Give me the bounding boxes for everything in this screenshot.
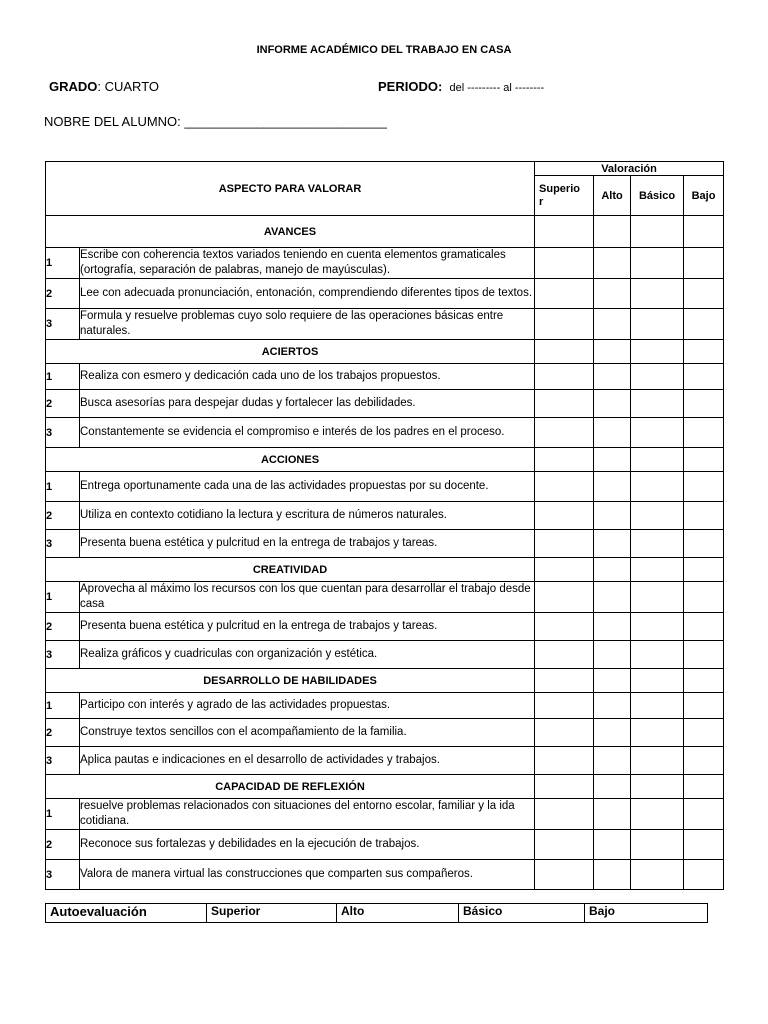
criterion-description: Construye textos sencillos con el acompañamiento de la familia.: [80, 719, 535, 747]
rating-cell-superior[interactable]: [535, 364, 594, 390]
rating-cell-basico[interactable]: [631, 860, 684, 890]
rating-cell-alto[interactable]: [594, 775, 631, 799]
rating-cell-basico[interactable]: [631, 530, 684, 558]
rating-cell-bajo[interactable]: [684, 860, 724, 890]
rating-cell-basico[interactable]: [631, 747, 684, 775]
criterion-description: Utiliza en contexto cotidiano la lectura y escritura de números naturales.: [80, 502, 535, 530]
criterion-description: resuelve problemas relacionados con situaciones del entorno escolar, familiar y la ida cotidiana.: [80, 799, 535, 830]
rating-cell-basico[interactable]: [631, 558, 684, 582]
self-eval-option-bajo[interactable]: Bajo: [585, 904, 708, 923]
rating-cell-superior[interactable]: [535, 279, 594, 309]
rating-cell-superior[interactable]: [535, 775, 594, 799]
criterion-row: [46, 641, 724, 669]
criterion-number: 1: [46, 582, 80, 613]
criterion-number: 1: [46, 364, 80, 390]
criterion-number: 2: [46, 830, 80, 860]
self-evaluation-table: [45, 903, 708, 923]
criterion-number: 3: [46, 747, 80, 775]
evaluation-table: [45, 161, 724, 890]
rating-cell-superior[interactable]: [535, 719, 594, 747]
rating-cell-bajo[interactable]: [684, 719, 724, 747]
rating-cell-alto[interactable]: [594, 558, 631, 582]
section-title: AVANCES: [46, 216, 535, 248]
rating-cell-superior[interactable]: [535, 448, 594, 472]
criterion-number: 2: [46, 502, 80, 530]
rating-cell-bajo[interactable]: [684, 530, 724, 558]
section-row: [46, 775, 724, 799]
rating-cell-bajo[interactable]: [684, 669, 724, 693]
rating-cell-alto[interactable]: [594, 472, 631, 502]
criterion-row: [46, 693, 724, 719]
self-eval-option-superior[interactable]: Superior: [207, 904, 337, 923]
rating-cell-alto[interactable]: [594, 641, 631, 669]
criterion-row: [46, 390, 724, 418]
criterion-description: Presenta buena estética y pulcritud en la entrega de trabajos y tareas.: [80, 613, 535, 641]
criterion-row: [46, 530, 724, 558]
rating-cell-alto[interactable]: [594, 448, 631, 472]
rating-cell-basico[interactable]: [631, 669, 684, 693]
criterion-description: Valora de manera virtual las construcciones que comparten sus compañeros.: [80, 860, 535, 890]
period-value: del --------- al --------: [449, 82, 545, 94]
rating-cell-superior[interactable]: [535, 613, 594, 641]
column-alto: Alto: [594, 176, 631, 216]
column-superior: Superio r: [535, 176, 594, 216]
grade-value: : CUARTO: [97, 79, 160, 94]
section-row: [46, 216, 724, 248]
criterion-number: 2: [46, 719, 80, 747]
rating-cell-superior[interactable]: [535, 582, 594, 613]
column-basico: Básico: [631, 176, 684, 216]
rating-cell-alto[interactable]: [594, 418, 631, 448]
rating-cell-bajo[interactable]: [684, 747, 724, 775]
criterion-number: 3: [46, 641, 80, 669]
criterion-number: 1: [46, 248, 80, 279]
rating-cell-alto[interactable]: [594, 799, 631, 830]
criterion-description: Reconoce sus fortalezas y debilidades en la ejecución de trabajos.: [80, 830, 535, 860]
criterion-row: [46, 472, 724, 502]
rating-cell-superior[interactable]: [535, 830, 594, 860]
criterion-number: 1: [46, 799, 80, 830]
rating-cell-basico[interactable]: [631, 502, 684, 530]
rating-cell-bajo[interactable]: [684, 364, 724, 390]
criterion-number: 3: [46, 309, 80, 340]
rating-cell-basico[interactable]: [631, 248, 684, 279]
rating-cell-bajo[interactable]: [684, 448, 724, 472]
rating-cell-alto[interactable]: [594, 669, 631, 693]
rating-cell-superior[interactable]: [535, 340, 594, 364]
criterion-number: 2: [46, 279, 80, 309]
criterion-number: 2: [46, 390, 80, 418]
rating-cell-bajo[interactable]: [684, 418, 724, 448]
criterion-row: [46, 719, 724, 747]
rating-cell-superior[interactable]: [535, 390, 594, 418]
rating-cell-basico[interactable]: [631, 390, 684, 418]
rating-cell-alto[interactable]: [594, 502, 631, 530]
rating-cell-alto[interactable]: [594, 248, 631, 279]
rating-cell-bajo[interactable]: [684, 799, 724, 830]
rating-cell-alto[interactable]: [594, 613, 631, 641]
criterion-description: Constantemente se evidencia el compromiso e interés de los padres en el proceso.: [80, 418, 535, 448]
rating-cell-superior[interactable]: [535, 747, 594, 775]
rating-cell-alto[interactable]: [594, 340, 631, 364]
rating-cell-alto[interactable]: [594, 309, 631, 340]
criterion-row: [46, 582, 724, 613]
period-line: [378, 79, 544, 94]
section-title: CAPACIDAD DE REFLEXIÓN: [46, 775, 535, 799]
criterion-description: Busca asesorías para despejar dudas y fortalecer las debilidades.: [80, 390, 535, 418]
criterion-description: Realiza gráficos y cuadriculas con organización y estética.: [80, 641, 535, 669]
criterion-row: [46, 830, 724, 860]
section-row: [46, 340, 724, 364]
rating-cell-basico[interactable]: [631, 279, 684, 309]
rating-cell-basico[interactable]: [631, 641, 684, 669]
rating-cell-basico[interactable]: [631, 613, 684, 641]
valuation-header: Valoración: [535, 162, 724, 176]
criterion-row: [46, 248, 724, 279]
criterion-number: 3: [46, 530, 80, 558]
rating-cell-alto[interactable]: [594, 390, 631, 418]
section-title: CREATIVIDAD: [46, 558, 535, 582]
criterion-number: 2: [46, 613, 80, 641]
aspect-header: ASPECTO PARA VALORAR: [46, 162, 535, 216]
criterion-description: Entrega oportunamente cada una de las actividades propuestas por su docente.: [80, 472, 535, 502]
section-row: [46, 448, 724, 472]
rating-cell-bajo[interactable]: [684, 216, 724, 248]
rating-cell-superior[interactable]: [535, 472, 594, 502]
rating-cell-basico[interactable]: [631, 216, 684, 248]
rating-cell-superior[interactable]: [535, 669, 594, 693]
criterion-row: [46, 279, 724, 309]
rating-cell-alto[interactable]: [594, 747, 631, 775]
period-label: PERIODO:: [378, 79, 443, 94]
rating-cell-alto[interactable]: [594, 830, 631, 860]
column-bajo: Bajo: [684, 176, 724, 216]
rating-cell-bajo[interactable]: [684, 641, 724, 669]
rating-cell-bajo[interactable]: [684, 613, 724, 641]
rating-cell-bajo[interactable]: [684, 472, 724, 502]
section-title: ACIERTOS: [46, 340, 535, 364]
rating-cell-basico[interactable]: [631, 472, 684, 502]
grade-line: [49, 79, 159, 94]
rating-cell-superior[interactable]: [535, 530, 594, 558]
rating-cell-basico[interactable]: [631, 693, 684, 719]
section-title: ACCIONES: [46, 448, 535, 472]
criterion-row: [46, 418, 724, 448]
self-evaluation-label: Autoevaluación: [46, 904, 207, 923]
rating-cell-basico[interactable]: [631, 582, 684, 613]
rating-cell-bajo[interactable]: [684, 340, 724, 364]
criterion-number: 3: [46, 860, 80, 890]
rating-cell-basico[interactable]: [631, 418, 684, 448]
rating-cell-alto[interactable]: [594, 582, 631, 613]
rating-cell-bajo[interactable]: [684, 830, 724, 860]
rating-cell-bajo[interactable]: [684, 390, 724, 418]
rating-cell-bajo[interactable]: [684, 248, 724, 279]
rating-cell-basico[interactable]: [631, 364, 684, 390]
rating-cell-basico[interactable]: [631, 775, 684, 799]
rating-cell-superior[interactable]: [535, 309, 594, 340]
rating-cell-superior[interactable]: [535, 248, 594, 279]
criterion-row: [46, 364, 724, 390]
student-name-line: NOBRE DEL ALUMNO: ____________________________: [44, 114, 387, 129]
rating-cell-basico[interactable]: [631, 830, 684, 860]
rating-cell-superior[interactable]: [535, 693, 594, 719]
rating-cell-bajo[interactable]: [684, 582, 724, 613]
rating-cell-superior[interactable]: [535, 418, 594, 448]
rating-cell-bajo[interactable]: [684, 558, 724, 582]
self-eval-option-alto[interactable]: Alto: [337, 904, 459, 923]
rating-cell-bajo[interactable]: [684, 309, 724, 340]
rating-cell-basico[interactable]: [631, 799, 684, 830]
criterion-row: [46, 860, 724, 890]
criterion-row: [46, 613, 724, 641]
section-title: DESARROLLO DE HABILIDADES: [46, 669, 535, 693]
criterion-number: 3: [46, 418, 80, 448]
rating-cell-superior[interactable]: [535, 641, 594, 669]
criterion-description: Aprovecha al máximo los recursos con los que cuentan para desarrollar el trabajo desde casa: [80, 582, 535, 613]
rating-cell-alto[interactable]: [594, 364, 631, 390]
criterion-description: Escribe con coherencia textos variados teniendo en cuenta elementos gramaticales (ortografía, separación de palabras, manejo de mayúsculas).: [80, 248, 535, 279]
rating-cell-basico[interactable]: [631, 719, 684, 747]
rating-cell-basico[interactable]: [631, 340, 684, 364]
criterion-row: [46, 502, 724, 530]
rating-cell-superior[interactable]: [535, 799, 594, 830]
criterion-description: Presenta buena estética y pulcritud en la entrega de trabajos y tareas.: [80, 530, 535, 558]
rating-cell-bajo[interactable]: [684, 279, 724, 309]
document-title: INFORME ACADÉMICO DEL TRABAJO EN CASA: [256, 44, 512, 56]
section-row: [46, 558, 724, 582]
rating-cell-superior[interactable]: [535, 502, 594, 530]
criterion-description: Lee con adecuada pronunciación, entonación, comprendiendo diferentes tipos de textos.: [80, 279, 535, 309]
rating-cell-basico[interactable]: [631, 448, 684, 472]
criterion-description: Realiza con esmero y dedicación cada uno de los trabajos propuestos.: [80, 364, 535, 390]
criterion-description: Aplica pautas e indicaciones en el desarrollo de actividades y trabajos.: [80, 747, 535, 775]
rating-cell-alto[interactable]: [594, 719, 631, 747]
rating-cell-alto[interactable]: [594, 216, 631, 248]
criterion-row: [46, 747, 724, 775]
rating-cell-superior[interactable]: [535, 216, 594, 248]
rating-cell-alto[interactable]: [594, 530, 631, 558]
criterion-number: 1: [46, 472, 80, 502]
criterion-row: [46, 309, 724, 340]
criterion-row: [46, 799, 724, 830]
rating-cell-alto[interactable]: [594, 860, 631, 890]
rating-cell-alto[interactable]: [594, 693, 631, 719]
grade-label: GRADO: [49, 79, 98, 94]
rating-cell-bajo[interactable]: [684, 775, 724, 799]
rating-cell-bajo[interactable]: [684, 502, 724, 530]
rating-cell-bajo[interactable]: [684, 693, 724, 719]
rating-cell-alto[interactable]: [594, 279, 631, 309]
section-row: [46, 669, 724, 693]
rating-cell-superior[interactable]: [535, 558, 594, 582]
rating-cell-superior[interactable]: [535, 860, 594, 890]
criterion-description: Formula y resuelve problemas cuyo solo requiere de las operaciones básicas entre naturales.: [80, 309, 535, 340]
criterion-number: 1: [46, 693, 80, 719]
criterion-description: Participo con interés y agrado de las actividades propuestas.: [80, 693, 535, 719]
self-eval-option-basico[interactable]: Básico: [459, 904, 585, 923]
rating-cell-basico[interactable]: [631, 309, 684, 340]
